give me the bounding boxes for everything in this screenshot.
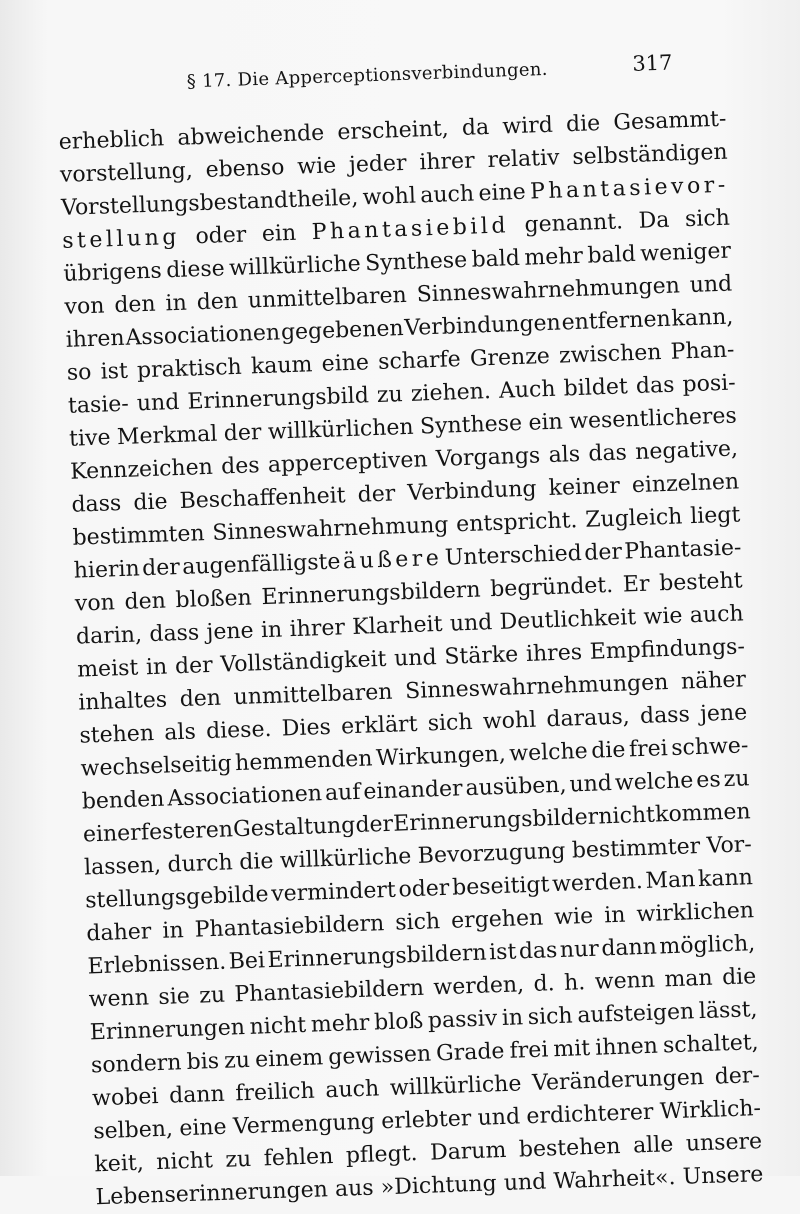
body-line: wobei dann freilich auch willkürliche Veränderungen der- [91, 1063, 761, 1112]
body-text [58, 103, 764, 1214]
body-line: erheblich abweichende erscheint, da wird die Gesammt- [58, 106, 727, 155]
body-line: stellungsgebilde vermindert oder beseitigt werden. Man kann [84, 865, 754, 914]
body-line: Vorstellungsbestandtheile, wohl auch eine Phantasievor- [60, 172, 730, 221]
running-head [56, 39, 725, 102]
body-line: wechselseitig hemmenden Wirkungen, welche die frei schwe- [80, 733, 749, 782]
body-line: Erlebnissen. Bei Erinnerungsbildern ist das nur dann möglich, [87, 931, 756, 980]
body-line: keit, nicht zu fehlen pflegt. Darum bestehen alle unsere [94, 1129, 763, 1178]
body-line: stellung oder ein Phantasiebild genannt. Da sich [61, 205, 731, 254]
body-line: benden Associationen auf einander ausüben, und welche es zu [81, 766, 750, 815]
body-line: Kennzeichen des apperceptiven Vorgangs als das negative, [69, 436, 739, 485]
body-line: sondern bis zu einem gewissen Grade frei mit ihnen schaltet, [90, 1030, 760, 1079]
body-line: ihren Associationen gegebenen Verbindungen entfernen kann, [65, 304, 734, 353]
body-line: tasie- und Erinnerungsbild zu ziehen. Auch bildet das posi- [67, 370, 737, 419]
body-line: übrigens diese willkürliche Synthese bald mehr bald weniger [62, 238, 732, 287]
body-line: Erinnerungen nicht mehr bloß passiv in sich aufsteigen lässt, [89, 997, 758, 1046]
body-line: daher in Phantasiebildern sich ergehen wie in wirklichen [86, 898, 755, 947]
page-number: 317 [631, 50, 673, 76]
body-line: von den in den unmittelbaren Sinneswahrnehmungen und [64, 271, 733, 320]
body-line: vorstellung, ebenso wie jeder ihrer relativ selbständigen [59, 139, 728, 188]
body-line: Lebenserinnerungen aus »Dichtung und Wahrheit«. Unsere [95, 1162, 764, 1211]
body-line: darin, dass jene in ihrer Klarheit und Deutlichkeit wie auch [75, 601, 745, 650]
body-line: meist in der Vollständigkeit und Stärke ihres Empfindungs- [76, 634, 746, 683]
body-line: inhaltes den unmittelbaren Sinneswahrnehmungen näher [77, 667, 747, 716]
text-block [56, 39, 764, 1214]
body-line: stehen als diese. Dies erklärt sich wohl daraus, dass jene [79, 700, 748, 749]
section-title: § 17. Die Apperceptionsverbindungen. [186, 58, 549, 93]
body-line: so ist praktisch kaum eine scharfe Grenze zwischen Phan- [66, 337, 735, 386]
body-line: bestimmten Sinneswahrnehmung entspricht. Zugleich liegt [72, 502, 741, 551]
body-line: einer festeren Gestaltung der Erinnerungsbilder nicht kommen [82, 799, 752, 848]
body-line: dass die Beschaffenheit der Verbindung keiner einzelnen [71, 469, 740, 518]
body-line: tive Merkmal der willkürlichen Synthese ein wesentlicheres [68, 403, 738, 452]
body-line: hierin der augenfälligste äußere Unterschied der Phantasie- [73, 535, 742, 584]
body-line: selben, eine Vermengung erlebter und erdichterer Wirklich- [92, 1096, 762, 1145]
body-line: von den bloßen Erinnerungsbildern begründet. Er besteht [74, 568, 743, 617]
body-line: lassen, durch die willkürliche Bevorzugung bestimmter Vor- [83, 832, 753, 881]
body-line: wenn sie zu Phantasiebildern werden, d. h. wenn man die [88, 964, 757, 1013]
